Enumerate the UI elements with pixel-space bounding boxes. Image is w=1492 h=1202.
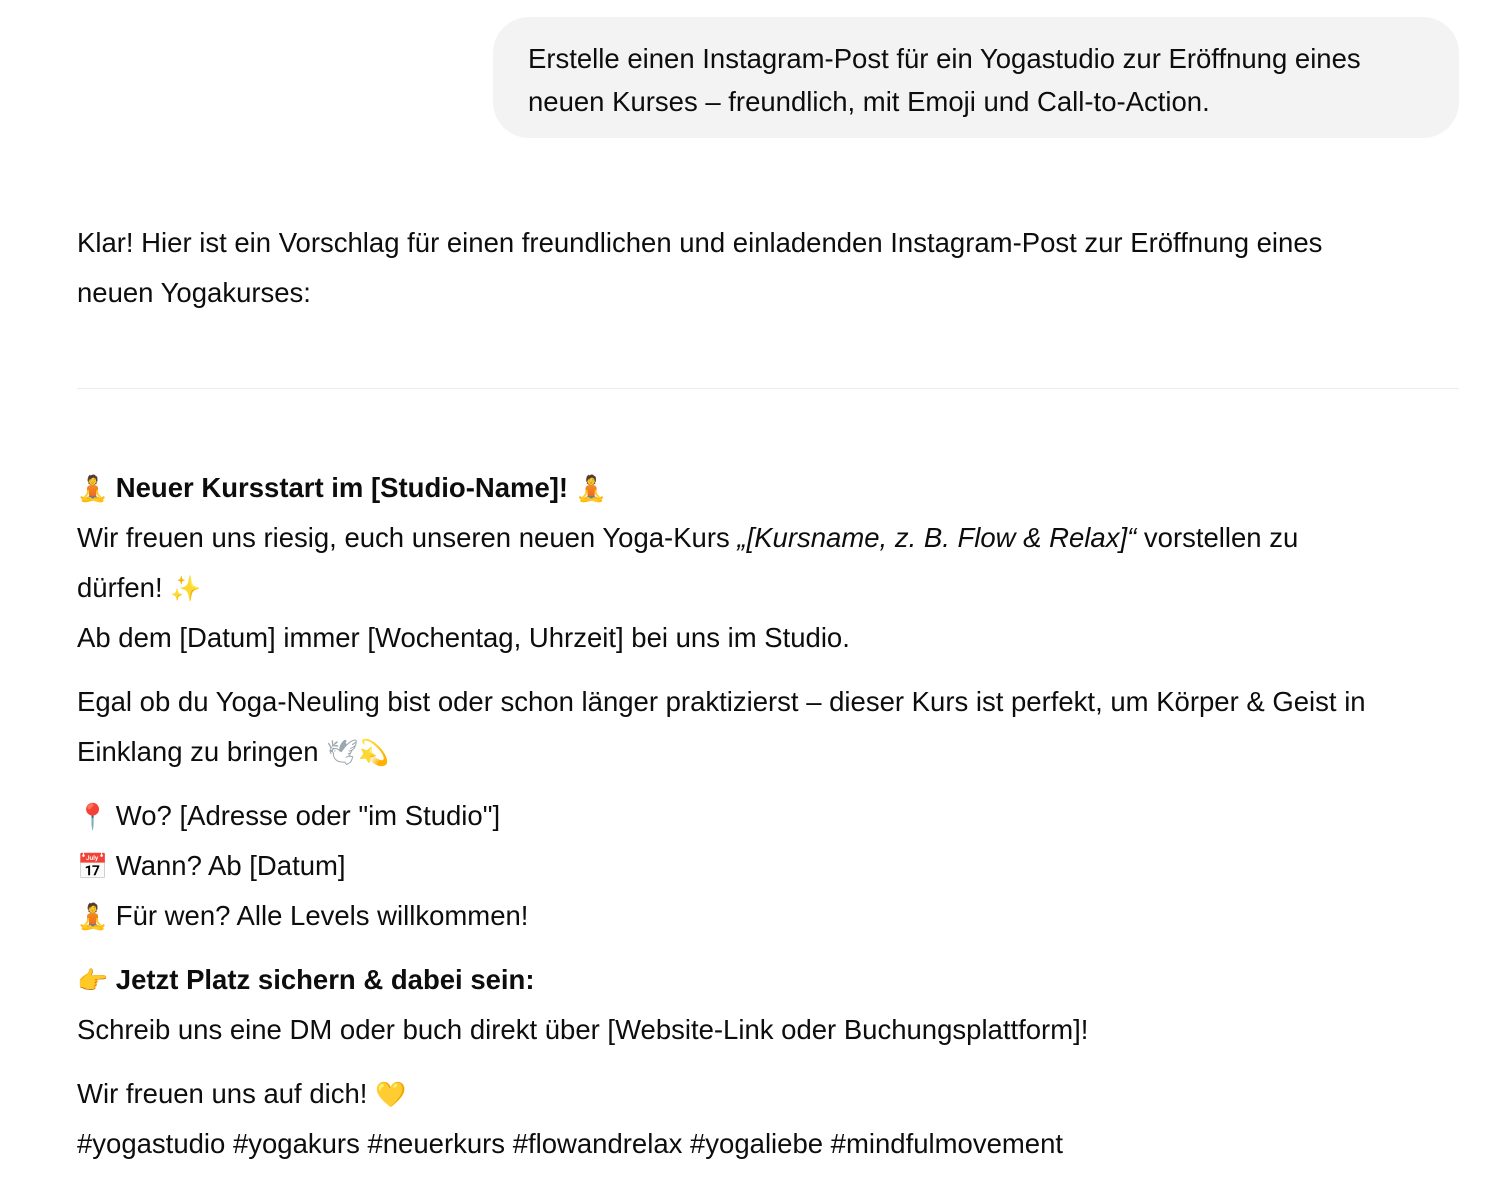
person-in-lotus-position-icon: 🧘: [77, 902, 109, 931]
horizontal-divider: [77, 388, 1459, 389]
instagram-post-draft: [77, 463, 1462, 1169]
post-intro-text: Wir freuen uns riesig, euch unseren neuen Yoga-Kurs: [77, 522, 738, 553]
pointing-right-icon: 👉: [77, 966, 109, 995]
post-when-text: Wann? Ab [Datum]: [108, 850, 346, 881]
post-audience-line: [77, 727, 1462, 777]
yellow-heart-icon: 💛: [375, 1080, 407, 1109]
post-title-line: [77, 463, 1462, 513]
post-intro-text: vorstellen zu: [1136, 522, 1299, 553]
post-closing-text: Wir freuen uns auf dich!: [77, 1078, 376, 1109]
post-where-line: [77, 791, 1462, 841]
assistant-intro-line: Klar! Hier ist ein Vorschlag für einen freundlichen und einladenden Instagram-Post zur Eröffnung eines: [77, 227, 1323, 258]
user-message-line: neuen Kurses – freundlich, mit Emoji und Call-to-Action.: [528, 86, 1210, 117]
assistant-intro-line: neuen Yogakurses:: [77, 277, 311, 308]
user-message-line: Erstelle einen Instagram-Post für ein Yogastudio zur Eröffnung eines: [528, 43, 1361, 74]
post-who-text: Für wen? Alle Levels willkommen!: [108, 900, 529, 931]
post-hashtags: #yogastudio #yogakurs #neuerkurs #flowandrelax #yogaliebe #mindfulmovement: [77, 1128, 1064, 1159]
post-cta-title: Jetzt Platz sichern & dabei sein:: [108, 964, 535, 995]
person-in-lotus-position-icon: 🧘: [575, 474, 607, 503]
user-message-bubble: [493, 17, 1459, 138]
post-intro-line: [77, 563, 1462, 613]
post-where-text: Wo? [Adresse oder "im Studio"]: [108, 800, 501, 831]
post-title: Neuer Kursstart im [Studio-Name]!: [115, 472, 569, 503]
dove-icon: 🕊: [326, 738, 358, 767]
round-pushpin-icon: 📍: [77, 802, 109, 831]
dizzy-icon: 💫: [357, 738, 390, 767]
post-schedule-line: Ab dem [Datum] immer [Wochentag, Uhrzeit] bei uns im Studio.: [77, 622, 850, 653]
person-in-lotus-position-icon: 🧘: [77, 474, 109, 503]
post-audience-text: Einklang zu bringen: [77, 736, 327, 767]
sparkles-icon: ✨: [170, 574, 202, 603]
post-cta-text: Schreib uns eine DM oder buch direkt über [Website-Link oder Buchungsplattform]!: [77, 1014, 1089, 1045]
post-closing-line: [77, 1069, 1462, 1119]
course-name-placeholder: „[Kursname, z. B. Flow & Relax]“: [737, 522, 1137, 553]
post-who-line: [77, 891, 1462, 941]
post-cta-title-line: [77, 955, 1462, 1005]
assistant-intro: [77, 218, 1462, 318]
post-when-line: [77, 841, 1462, 891]
post-audience-line: Egal ob du Yoga-Neuling bist oder schon länger praktizierst – dieser Kurs ist perfekt, um Körper & Geist in: [77, 686, 1366, 717]
post-intro-text: dürfen!: [77, 572, 171, 603]
post-intro-line: [77, 513, 1462, 563]
calendar-icon: 📅: [77, 852, 109, 881]
